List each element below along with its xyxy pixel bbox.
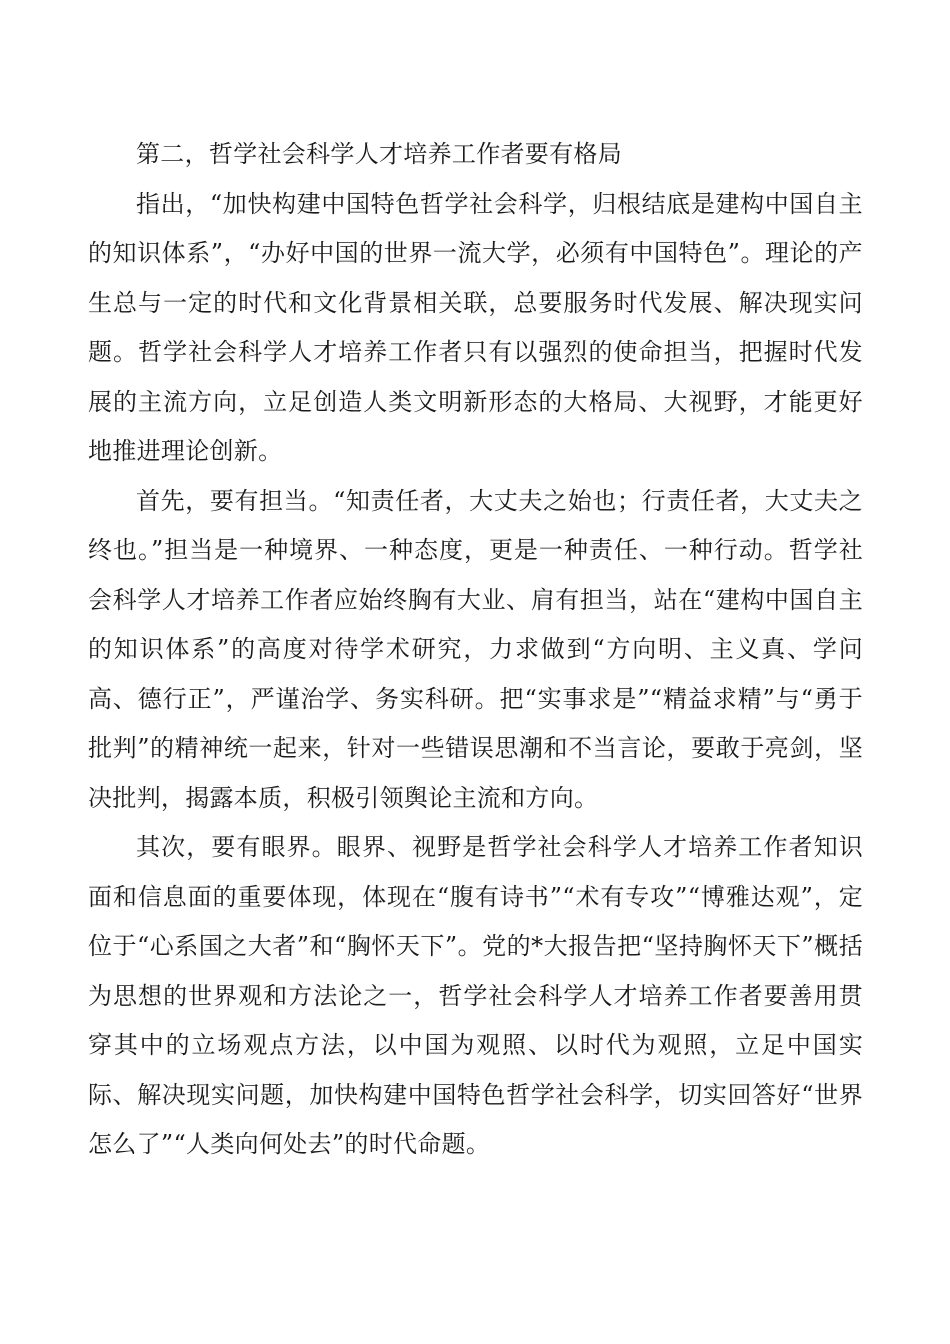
document-body	[88, 130, 863, 1170]
paragraph-responsibility: 首先，要有担当。“知责任者，大丈夫之始也；行责任者，大丈夫之终也。”担当是一种境界、一种态度，更是一种责任、一种行动。哲学社会科学人才培养工作者应始终胸有大业、肩有担当，站在“建构中国自主的知识体系”的高度对待学术研究，力求做到“方向明、主义真、学问高、德行正”，严谨治学、务实科研。把“实事求是”“精益求精”与“勇于批判”的精神统一起来，针对一些错误思潮和不当言论，要敢于亮剑，坚决批判，揭露本质，积极引领舆论主流和方向。	[88, 486, 863, 812]
paragraph-vision: 其次，要有眼界。眼界、视野是哲学社会科学人才培养工作者知识面和信息面的重要体现，体现在“腹有诗书”“术有专攻”“博雅达观”，定位于“心系国之大者”和“胸怀天下”。党的*大报告把“坚持胸怀天下”概括为思想的世界观和方法论之一，哲学社会科学人才培养工作者要善用贯穿其中的立场观点方法，以中国为观照、以时代为观照，立足中国实际、解决现实问题，加快构建中国特色哲学社会科学，切实回答好“世界怎么了”“人类向何处去”的时代命题。	[88, 833, 863, 1158]
paragraph-intro: 指出，“加快构建中国特色哲学社会科学，归根结底是建构中国自主的知识体系”，“办好中国的世界一流大学，必须有中国特色”。理论的产生总与一定的时代和文化背景相关联，总要服务时代发展、解决现实问题。哲学社会科学人才培养工作者只有以强烈的使命担当，把握时代发展的主流方向，立足创造人类文明新形态的大格局、大视野，才能更好地推进理论创新。	[88, 189, 863, 465]
section-heading: 第二，哲学社会科学人才培养工作者要有格局	[136, 140, 622, 168]
